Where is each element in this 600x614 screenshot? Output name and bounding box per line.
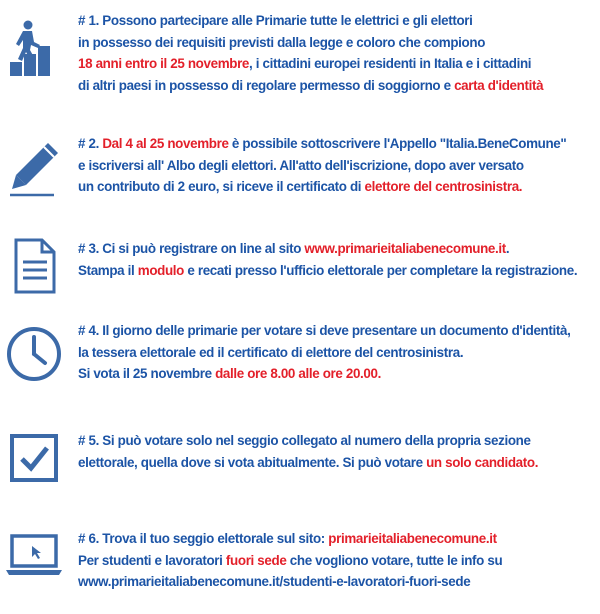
text-line	[78, 176, 598, 198]
body-text: # 2.	[78, 136, 103, 151]
highlight-text: un solo candidato.	[426, 454, 539, 470]
body-text: , i cittadini europei residenti in Italia e i cittadini	[249, 56, 532, 71]
body-text: è possibile sottoscrivere l'Appello "Italia.BeneComune"	[228, 136, 567, 151]
step-text	[78, 528, 598, 593]
highlight-text: fuori sede	[225, 552, 287, 568]
text-line	[78, 133, 598, 155]
body-text: # 3. Ci si può registrare on line al sito	[78, 241, 305, 256]
body-text: Stampa il	[78, 262, 138, 278]
text-line	[78, 430, 598, 452]
highlight-text: primarieitaliabenecomune.it	[328, 531, 497, 546]
text-line	[78, 550, 598, 572]
body-text: in possesso dei requisiti previsti dalla legge e coloro che compiono	[78, 34, 486, 50]
text-line	[78, 155, 598, 177]
text-line	[78, 320, 598, 342]
body-text: # 4. Il giorno delle primarie per votare si deve presentare un documento d'identità,	[78, 323, 571, 338]
clock-icon	[4, 324, 64, 384]
highlight-text: modulo	[137, 262, 185, 278]
document-icon	[4, 236, 64, 296]
text-line	[78, 571, 598, 593]
body-text: elettorale, quella dove si vota abitualmente. Si può votare	[78, 454, 427, 470]
text-line	[78, 32, 598, 54]
body-text: # 6. Trova il tuo seggio elettorale sul sito:	[78, 531, 329, 546]
step-text	[78, 430, 598, 473]
body-text: # 1. Possono partecipare alle Primarie tutte le elettrici e gli elettori	[78, 13, 473, 28]
body-text: www.primarieitaliabenecomune.it/studenti-e-lavoratori-fuori-sede	[78, 574, 471, 589]
text-line	[78, 238, 598, 260]
body-text: e recati presso l'ufficio elettorale per completare la registrazione.	[184, 262, 578, 278]
step-text	[78, 133, 598, 198]
stairs-climb-icon	[4, 18, 64, 78]
checkbox-checked-icon	[4, 428, 64, 488]
text-line	[78, 528, 598, 550]
text-line	[78, 363, 598, 385]
body-text: che vogliono votare, tutte le info su	[286, 552, 503, 568]
text-line	[78, 75, 598, 97]
text-line	[78, 10, 598, 32]
pen-signature-icon	[4, 139, 64, 199]
laptop-cursor-icon	[4, 524, 64, 584]
step-text	[78, 320, 598, 385]
body-text: la tessera elettorale ed il certificato di elettore del centrosinistra.	[78, 344, 464, 360]
step-text	[78, 10, 598, 96]
text-line	[78, 342, 598, 364]
highlight-text: carta d'identità	[454, 77, 544, 93]
body-text: di altri paesi in possesso di regolare permesso di soggiorno e	[78, 77, 455, 93]
text-line	[78, 260, 598, 282]
highlight-text: dalle ore 8.00 alle ore 20.00.	[215, 366, 381, 381]
highlight-text: 18 anni entro il 25 novembre	[78, 56, 250, 71]
body-text: un contributo di 2 euro, si riceve il certificato di	[78, 179, 365, 194]
highlight-text: elettore del centrosinistra.	[364, 179, 523, 194]
text-line	[78, 452, 598, 474]
body-text: Per studenti e lavoratori	[78, 552, 226, 568]
highlight-text: www.primarieitaliabenecomune.it	[304, 241, 506, 256]
body-text: Si vota il 25 novembre	[78, 366, 216, 381]
highlight-text: Dal 4 al 25 novembre	[102, 136, 229, 151]
body-text: .	[505, 241, 510, 256]
body-text: e iscriversi all' Albo degli elettori. All'atto dell'iscrizione, dopo aver versato	[78, 157, 524, 173]
text-line	[78, 53, 598, 75]
body-text: # 5. Si può votare solo nel seggio collegato al numero della propria sezione	[78, 433, 531, 448]
step-text	[78, 238, 598, 281]
